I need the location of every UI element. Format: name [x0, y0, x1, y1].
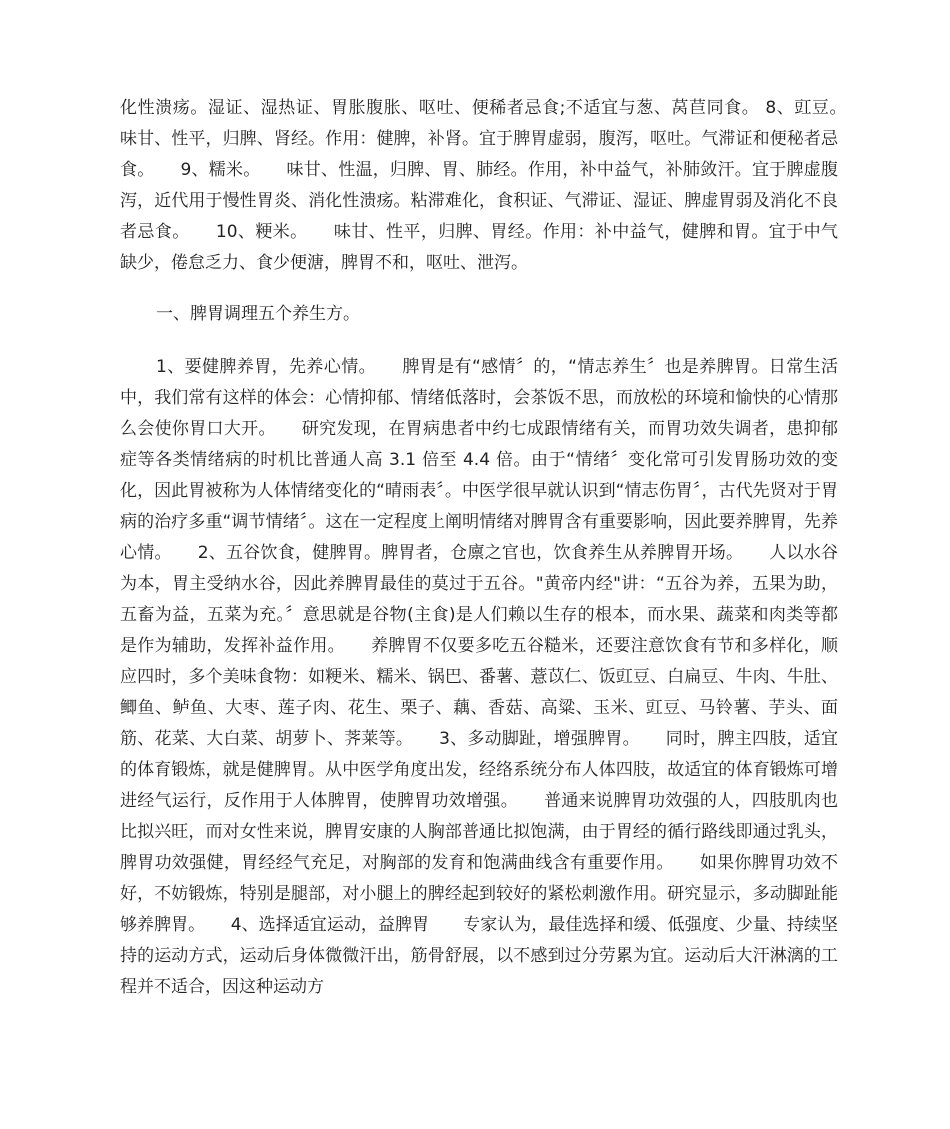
section-heading: 一、脾胃调理五个养生方。: [156, 304, 360, 324]
paragraph-health-methods: 1、要健脾养胃，先养心情。 脾胃是有“感情〞的，“情志养生〞也是养脾胃。日常生活中，我们常有这样的体会：心情抑郁、情绪低落时，会茶饭不思，而放松的环境和愉快的心情那么会使你胃口大开。 研究发现，在胃病患者中约七成跟情绪有关，而胃功效失调者，患抑郁症等各类情绪病的时机比普通人高 3.1 倍至 4.4 倍。由于“情绪〞变化常可引发胃肠功效的变化，因此胃被称为人体情绪变化的“晴雨表〞。中医学很早就认识到“情志伤胃〞，古代先贤对于胃病的治疗多重“调节情绪〞。这在一定程度上阐明情绪对脾胃含有重要影响，因此要养脾胃，先养心情。 2、五谷饮食，健脾胃。脾胃者，仓廪之官也，饮食养生从养脾胃开场。 人以水谷为本，胃主受纳水谷，因此养脾胃最佳的莫过于五谷。"黄帝内经"讲：“五谷为养，五果为助，五畜为益，五菜为充。〞意思就是谷物(主食)是人们赖以生存的根本，而水果、蔬菜和肉类等都是作为辅助，发挥补益作用。 养脾胃不仅要多吃五谷糙米，还要注意饮食有节和多样化，顺应四时，多个美味食物：如粳米、糯米、锅巴、番薯、薏苡仁、饭豇豆、白扁豆、牛肉、牛肚、鲫鱼、鲈鱼、大枣、莲子肉、花生、栗子、藕、香菇、高粱、玉米、豇豆、马铃薯、芋头、面筋、花菜、大白菜、胡萝卜、荠莱等。 3、多动脚趾，增强脾胃。 同时，脾主四肢，适宜的体育锻炼，就是健脾胃。从中医学角度出发，经络系统分布人体四肢，故适宜的体育锻炼可增进经气运行，反作用于人体脾胃，使脾胃功效增强。 普通来说脾胃功效强的人，四肢肌肉也比拟兴旺，而对女性来说，脾胃安康的人胸部普通比拟饱满，由于胃经的循行路线即通过乳头，脾胃功效强健，胃经经气充足，对胸部的发育和饱满曲线含有重要作用。 如果你脾胃功效不好，不妨锻炼，特别是腿部，对小腿上的脾经起到较好的紧松刺激作用。研究显示，多动脚趾能够养脾胃。 4、选择适宜运动，益脾胃 专家认为，最佳选择和缓、低强度、少量、持续坚持的运动方式，运动后身体微微汗出，筋骨舒展，以不感到过分劳累为宜。运动后大汗淋漓的工程并不适合，因这种运动方: [120, 357, 838, 997]
document-body: [120, 93, 872, 1003]
paragraph-food-properties: 化性溃疡。湿证、湿热证、胃胀腹胀、呕吐、便稀者忌食;不适宜与葱、莴苣同食。 8、豇豆。 味甘、性平，归脾、肾经。作用：健脾，补肾。宜于脾胃虚弱，腹泻，呕吐。气滞证和便秘者忌食。 9、糯米。 味甘、性温，归脾、胃、肺经。作用，补中益气，补肺敛汗。宜于脾虚腹泻，近代用于慢性胃炎、消化性溃疡。粘滞难化，食积证、气滞证、湿证、脾虚胃弱及消化不良者忌食。 10、粳米。 味甘、性平，归脾、胃经。作用：补中益气，健脾和胃。宜于中气缺少，倦怠乏力、食少便溏，脾胃不和，呕吐、泄泻。: [120, 98, 872, 273]
